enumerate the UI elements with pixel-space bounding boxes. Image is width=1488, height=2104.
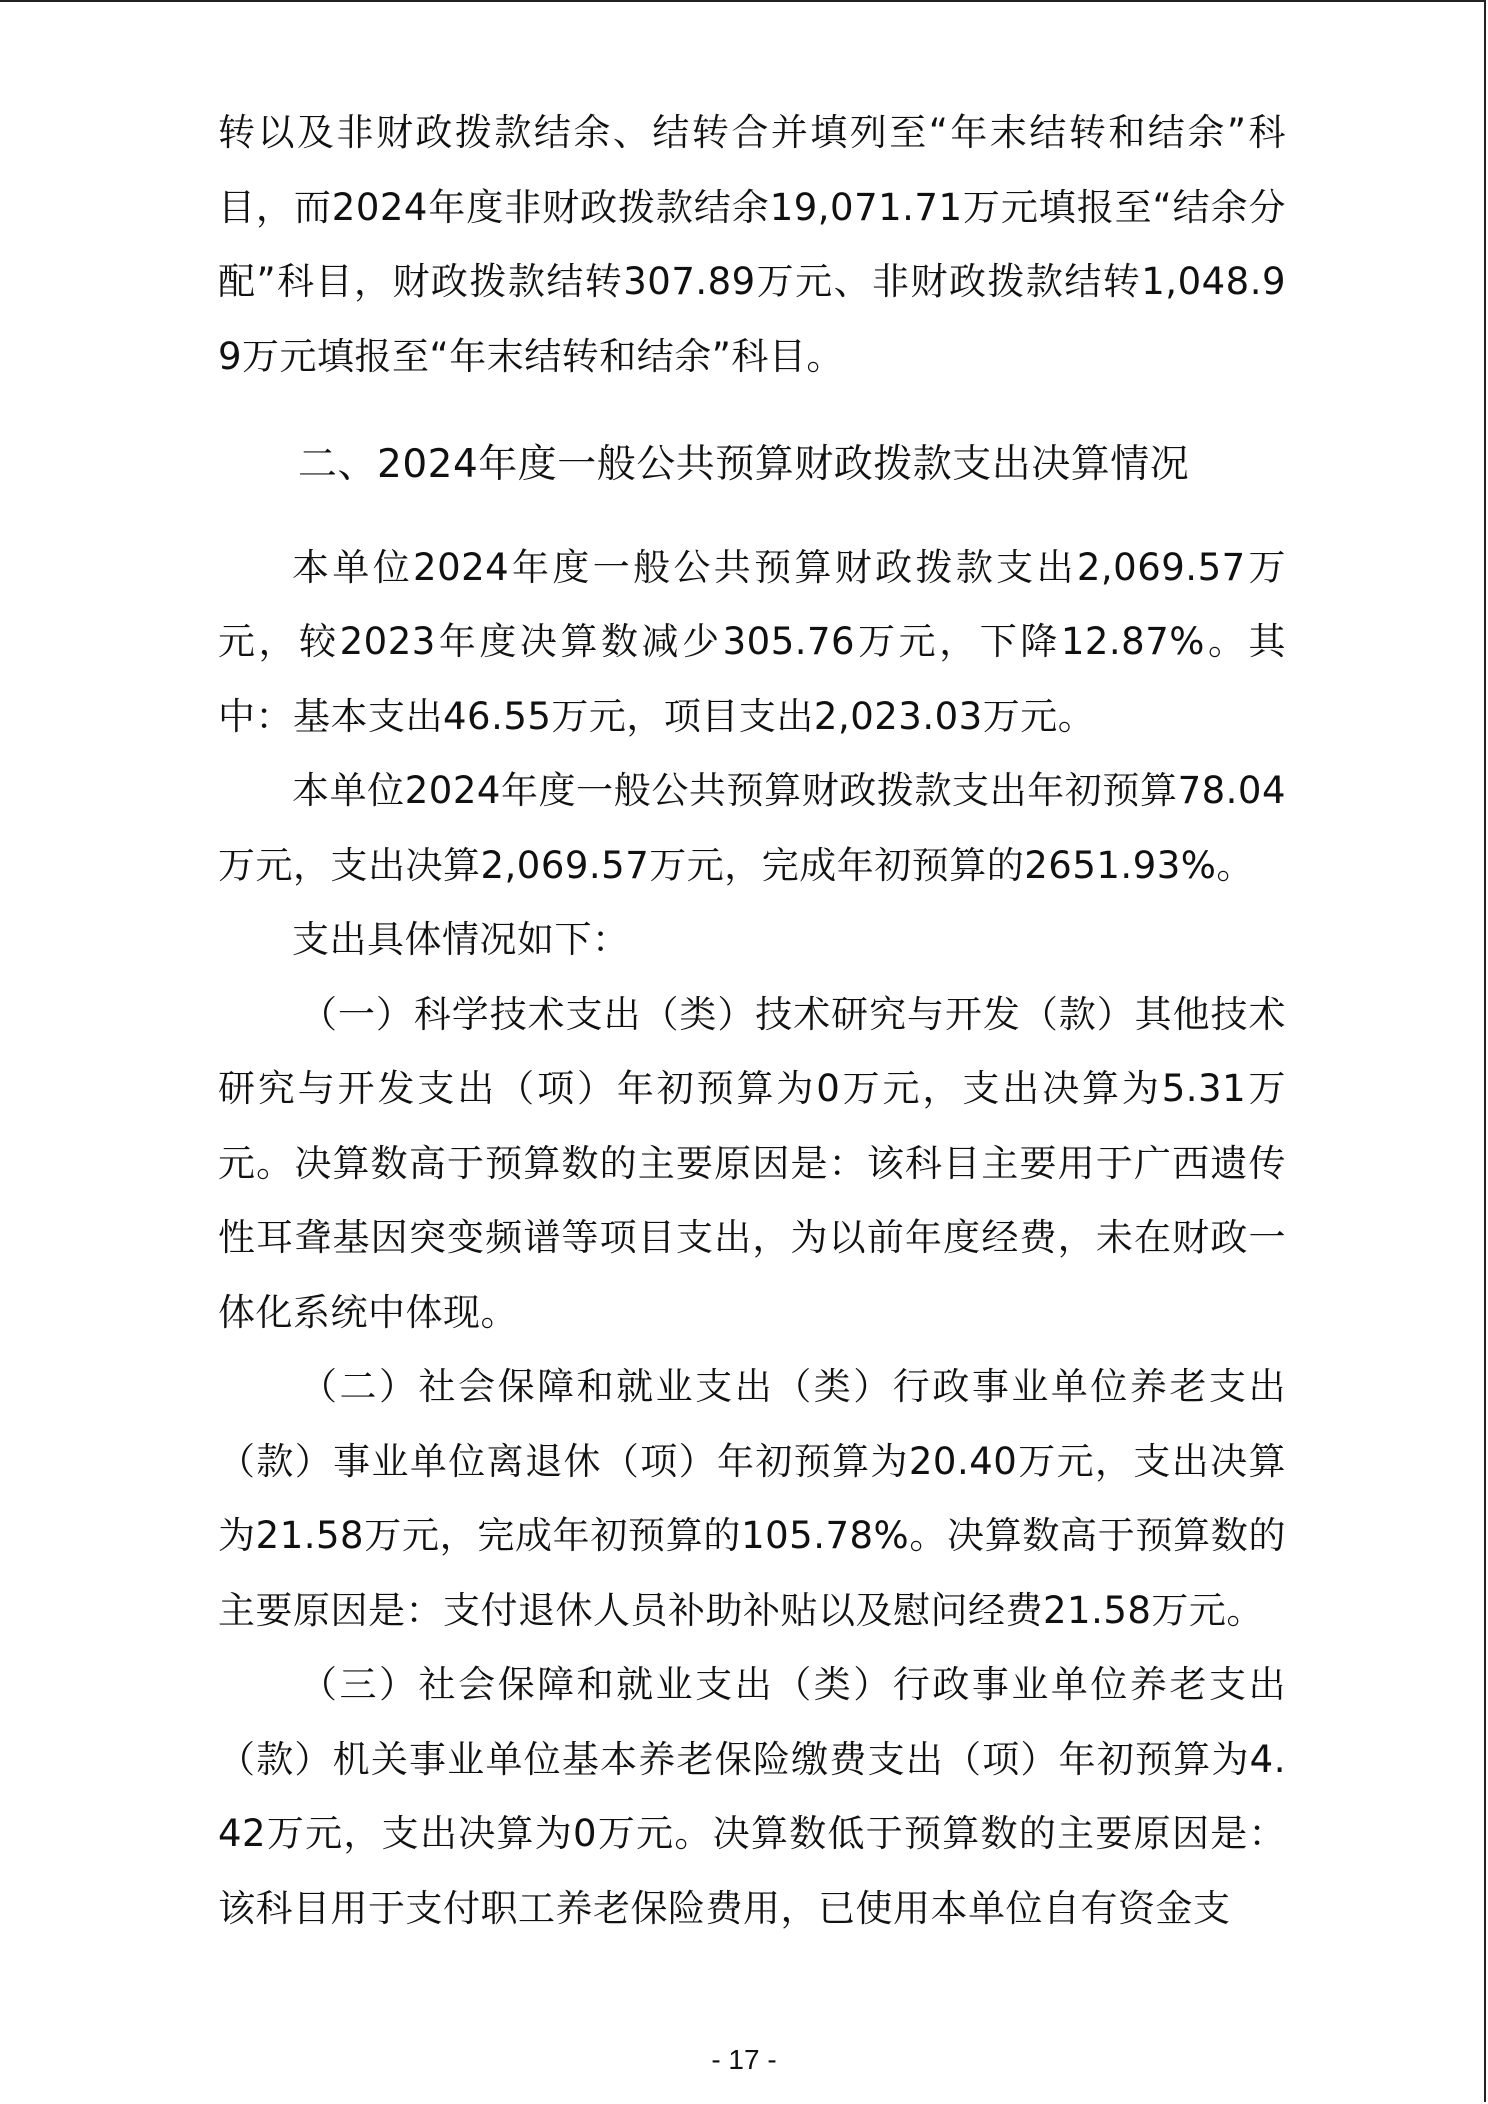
section-heading: 二、2024年度一般公共预算财政拨款支出决算情况 — [298, 442, 1190, 487]
page-number: - 17 - — [711, 2044, 777, 2075]
paragraph-details-intro: 支出具体情况如下： — [292, 918, 630, 961]
item-science-tech: （一）科学技术支出（类）技术研究与开发（款）其他技术研究与开发支出（项）年初预算为0万元，支出决算为5.31万元。决算数高于预算数的主要原因是：该科目主要用于广西遗传性耳聋基因突变频谱等项目支出，为以前年度经费，未在财政一体化系统中体现。 — [218, 992, 1286, 1334]
item-retirement: （二）社会保障和就业支出（类）行政事业单位养老支出（款）事业单位离退休（项）年初预算为20.40万元，支出决算为21.58万元，完成年初预算的105.78%。决算数高于预算数的主要原因是：支付退休人员补助补贴以及慰问经费21.58万元。 — [218, 1365, 1286, 1632]
paragraph-budget-completion: 本单位2024年度一般公共预算财政拨款支出年初预算78.04万元，支出决算2,069.57万元，完成年初预算的2651.93%。 — [218, 769, 1286, 887]
item-pension-insurance: （三）社会保障和就业支出（类）行政事业单位养老支出（款）机关事业单位基本养老保险缴费支出（项）年初预算为4.42万元，支出决算为0万元。决算数低于预算数的主要原因是：该科目用于支付职工养老保险费用，已使用本单位自有资金支 — [218, 1663, 1286, 1930]
paragraph-total-expenditure: 本单位2024年度一般公共预算财政拨款支出2,069.57万元，较2023年度决算数减少305.76万元，下降12.87%。其中：基本支出46.55万元，项目支出2,023.03万元。 — [218, 545, 1286, 738]
document-body — [218, 96, 1286, 1946]
paragraph-continuation: 转以及非财政拨款结余、结转合并填列至“年末结转和结余”科目，而2024年度非财政拨款结余19,071.71万元填报至“结余分配”科目，财政拨款结转307.89万元、非财政拨款结转1,048.99万元填报至“年末结转和结余”科目。 — [218, 111, 1286, 378]
